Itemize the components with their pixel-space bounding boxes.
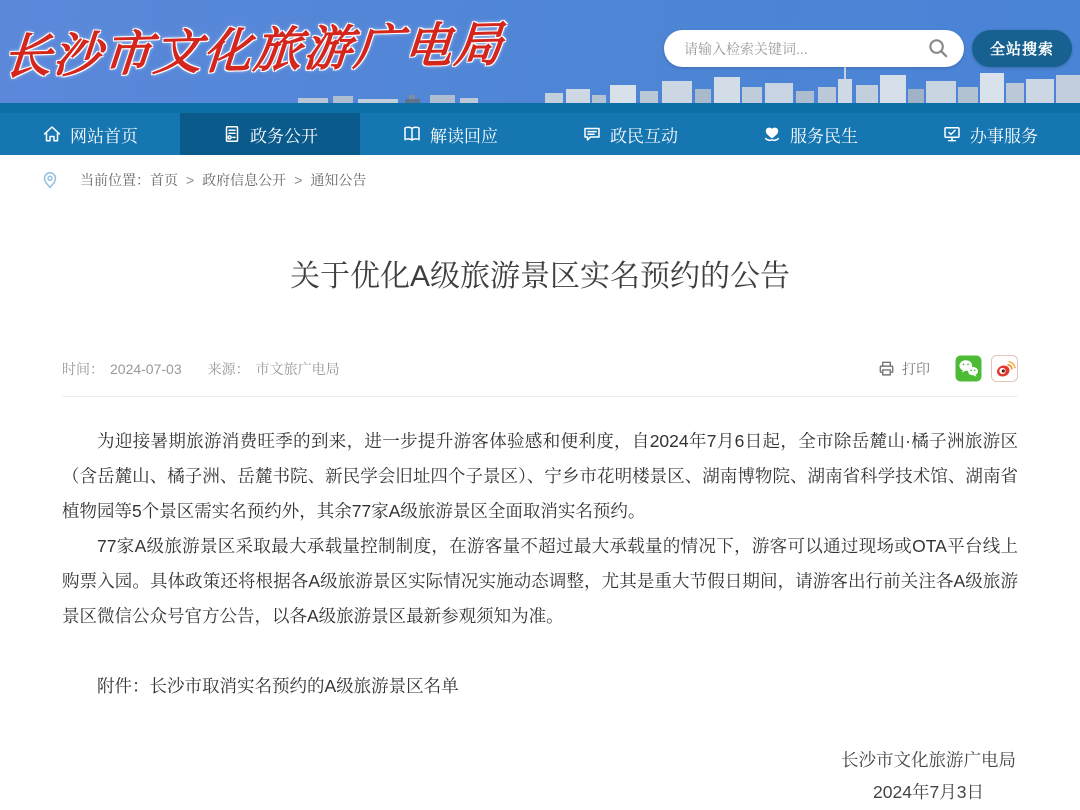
meta-time-value: 2024-07-03 [110,360,182,377]
nav-label: 办事服务 [970,126,1038,146]
print-button[interactable] [877,359,930,379]
site-logo: 长沙市文化旅游广电局 [0,18,507,85]
heart-hands-icon [762,124,782,144]
nav-label: 政务公开 [250,126,318,146]
search-input[interactable] [664,30,964,67]
breadcrumb-home[interactable]: 首页 [150,172,178,188]
home-icon [42,124,62,144]
weibo-share-icon[interactable] [991,355,1018,382]
nav-item-online-services[interactable] [900,113,1080,155]
monitor-icon [942,124,962,144]
breadcrumb-gov-info[interactable]: 政府信息公开 [202,172,287,188]
nav-label: 服务民生 [790,126,858,146]
nav-item-home[interactable] [0,113,180,155]
meta-source-label: 来源： [207,360,250,377]
document-icon [222,124,242,144]
meta-time-label: 时间： [62,360,104,377]
article-paragraph: 77家A级旅游景区采取最大承载量控制制度，在游客量不超过最大承载量的情况下，游客可以通过现场或OTA平台线上购票入园。具体政策还将根据各A级旅游景区实际情况实施动态调整，尤其是重大节假日期间，请游客出行前关注各A级旅游景区微信公众号官方公告，以各A级旅游景区最新参观须知为准。 [62,536,1018,626]
article-signature [841,744,1016,808]
breadcrumb-label: 当前位置： [80,172,150,188]
nav-item-interpretation[interactable] [360,113,540,155]
print-label: 打印 [902,360,930,377]
nav-item-public-services[interactable] [720,113,900,155]
book-icon [402,124,422,144]
site-search [664,30,1072,67]
site-search-button[interactable]: 全站搜索 [972,30,1072,67]
article-body [62,397,1018,634]
breadcrumb-separator: > [186,172,195,188]
site-header [0,0,1080,113]
article-meta-row [62,355,1018,397]
main-nav [0,113,1080,155]
article-paragraph: 为迎接暑期旅游消费旺季的到来，进一步提升游客体验感和便利度，自2024年7月6日起，全市除岳麓山·橘子洲旅游区（含岳麓山、橘子洲、岳麓书院、新民学会旧址四个子景区）、宁乡市花明楼景区、湖南博物院、湖南省科学技术馆、湖南省植物园等5个景区需实名预约外，其余77家A级旅游景区全面取消实名预约。 [62,431,1018,521]
nav-label: 解读回应 [430,126,498,146]
wechat-share-icon[interactable] [955,355,982,382]
meta-source-value: 市文旅广电局 [255,360,340,377]
page-title: 关于优化A级旅游景区实名预约的公告 [289,260,790,293]
breadcrumb-notices[interactable]: 通知公告 [310,172,367,188]
article [0,255,1080,808]
signature-date: 2024年7月3日 [873,782,984,802]
nav-label: 网站首页 [70,126,138,146]
breadcrumb-separator: > [294,172,303,188]
nav-item-gov-affairs[interactable] [180,113,360,155]
breadcrumb [0,155,1080,205]
printer-icon [877,359,896,378]
attachment-link[interactable]: 附件：长沙市取消实名预约的A级旅游景区名单 [97,676,459,696]
article-meta [62,359,346,379]
chat-icon [582,124,602,144]
search-icon[interactable] [927,37,950,60]
nav-label: 政民互动 [610,126,678,146]
ship-silhouette [405,95,420,103]
article-actions [877,355,1018,382]
nav-item-interaction[interactable] [540,113,720,155]
location-pin-icon [40,170,60,190]
signature-org: 长沙市文化旅游广电局 [841,750,1016,770]
